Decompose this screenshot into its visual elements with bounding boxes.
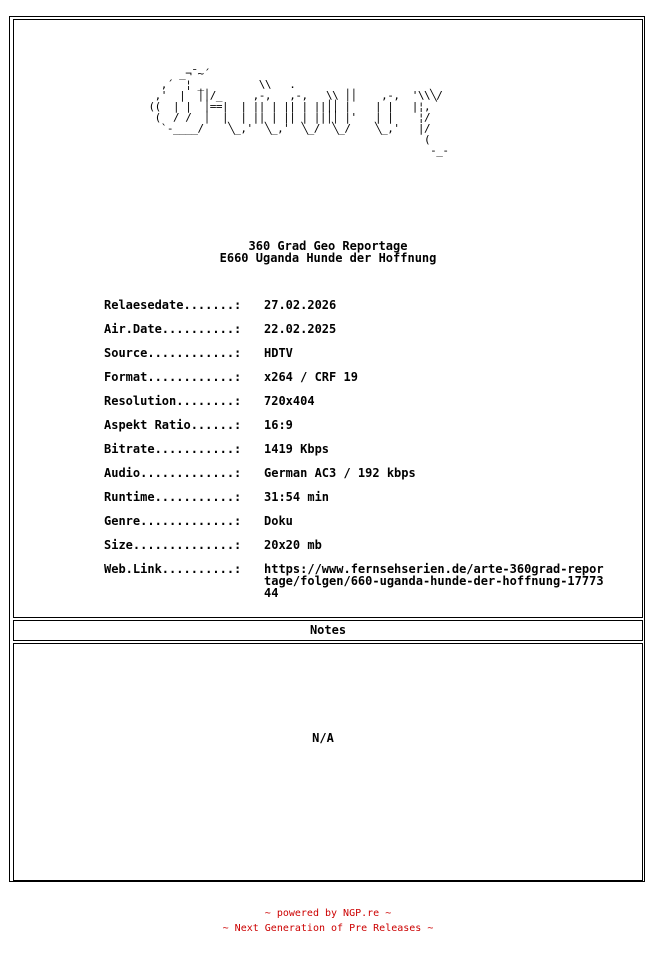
footer-tagline: ~ Next Generation of Pre Releases ~ <box>222 923 434 934</box>
release-details <box>104 299 624 603</box>
detail-row-bitrate <box>104 443 624 467</box>
detail-value: German AC3 / 192 kbps <box>264 466 416 480</box>
detail-label: Size..............: <box>104 538 242 552</box>
detail-row-runtime <box>104 491 624 515</box>
detail-value: 720x404 <box>264 394 315 408</box>
detail-value: 31:54 min <box>264 490 330 504</box>
notes-panel <box>13 643 643 881</box>
detail-value: HDTV <box>264 346 293 360</box>
detail-row-genre <box>104 515 624 539</box>
detail-value: 27.02.2026 <box>264 298 337 312</box>
detail-value: Doku <box>264 514 293 528</box>
detail-label: Audio.............: <box>104 466 242 480</box>
detail-label: Bitrate...........: <box>104 442 242 456</box>
detail-row-source <box>104 347 624 371</box>
notes-content: N/A <box>312 731 334 745</box>
footer-powered-by: ~ powered by NGP.re ~ <box>264 908 392 919</box>
detail-label: Aspekt Ratio......: <box>104 418 242 432</box>
detail-row-audio <box>104 467 624 491</box>
detail-row-format <box>104 371 624 395</box>
detail-value: 22.02.2025 <box>264 322 337 336</box>
detail-label: Runtime...........: <box>104 490 242 504</box>
detail-row-aspect-ratio <box>104 419 624 443</box>
detail-row-airdate <box>104 323 624 347</box>
detail-label: Relaesedate.......: <box>104 298 242 312</box>
detail-label: Format............: <box>104 370 242 384</box>
detail-row-weblink <box>104 563 624 603</box>
detail-row-resolution <box>104 395 624 419</box>
detail-value: x264 / CRF 19 <box>264 370 358 384</box>
detail-label: Resolution........: <box>104 394 242 408</box>
notes-heading: Notes <box>309 623 347 637</box>
detail-row-size <box>104 539 624 563</box>
detail-value: 1419 Kbps <box>264 442 330 456</box>
detail-row-releasedate <box>104 299 624 323</box>
detail-label: Source............: <box>104 346 242 360</box>
detail-label: Web.Link..........: <box>104 562 242 576</box>
detail-value: 16:9 <box>264 418 293 432</box>
detail-label: Air.Date..........: <box>104 322 242 336</box>
show-title: 360 Grad Geo Reportage <box>248 239 408 253</box>
detail-value: 20x20 mb <box>264 538 322 552</box>
episode-title: E660 Uganda Hunde der Hoffnung <box>219 251 437 265</box>
detail-label: Genre.............: <box>104 514 242 528</box>
weblink-url[interactable]: https://www.fernsehserien.de/arte-360grad-reportage/folgen/660-uganda-hunde-der-hoffnung-1777344 <box>264 562 604 600</box>
group-ascii-logo: _¬¯~´ ,´ ¦ _ \\ . ,' | ││/_ ,-, ,-, \\ ││ ,-, '\\╲/ (( | | │==| | || | || | ||││ | | | |¦, ( / / │ | | || | || | ||││ |' | | ¦/ `-____/ ╲_,' ╲_,' ╲_/ ╲_/ ╲_,' |/ ( -_- <box>148 67 449 157</box>
